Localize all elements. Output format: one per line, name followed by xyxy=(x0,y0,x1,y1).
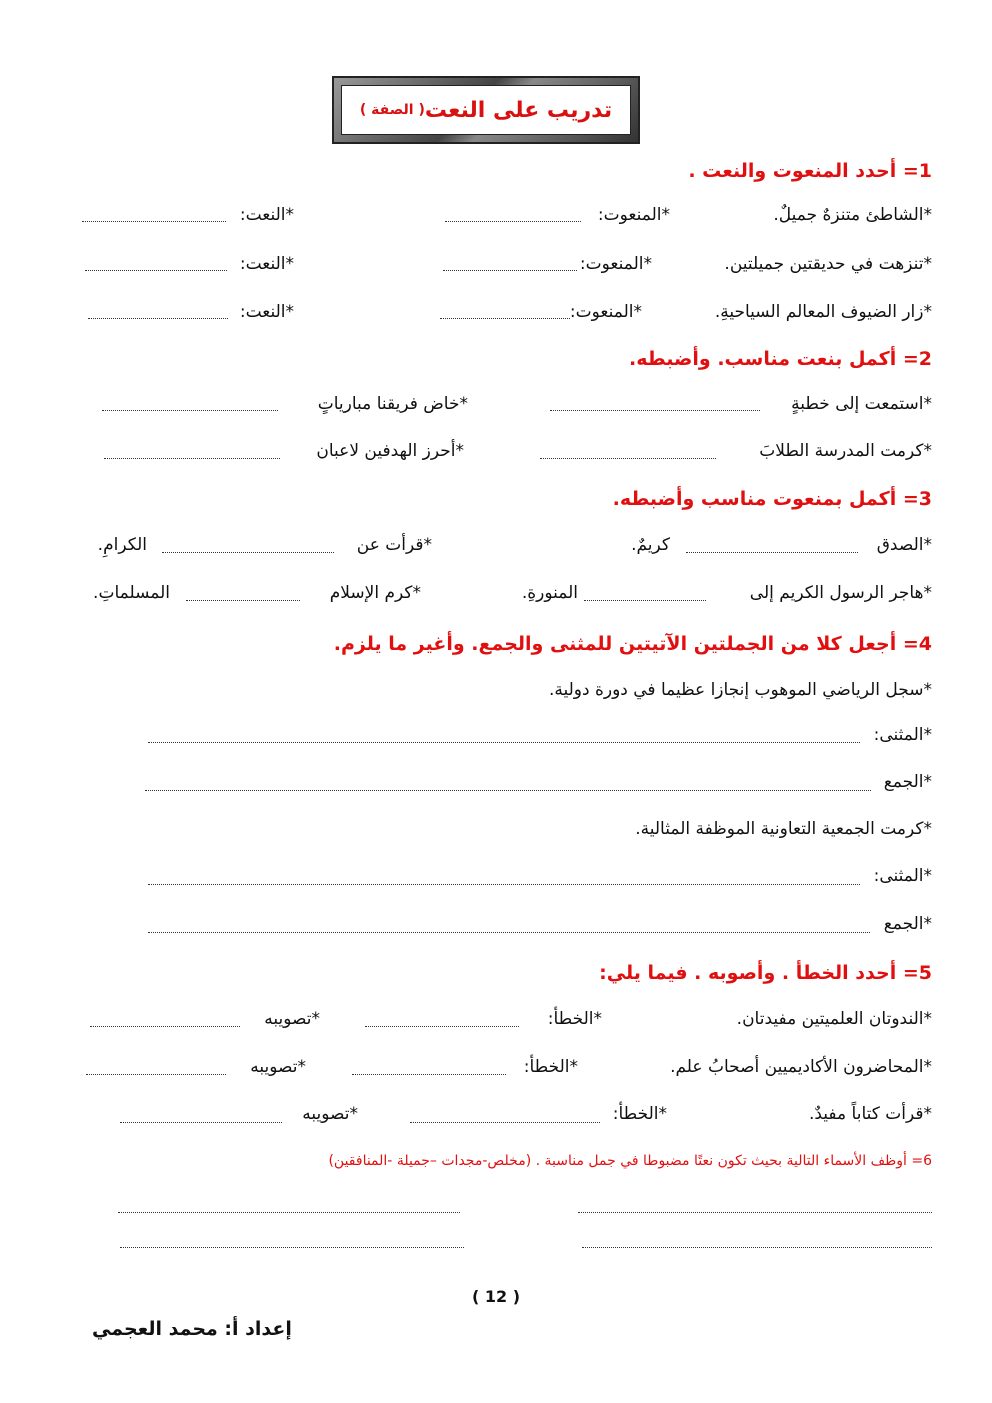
q3-blank-2[interactable] xyxy=(162,552,334,553)
q1-sentence-2: *تنزهت في حديقتين جميلتين. xyxy=(724,254,932,274)
q1-naat-blank-1[interactable] xyxy=(82,221,226,222)
q1-naat-blank-2[interactable] xyxy=(85,270,227,271)
q6-blank-4[interactable] xyxy=(120,1247,464,1248)
q3-item-3-post: المنورةِ. xyxy=(521,583,578,603)
q3-item-2-pre: *قرأت عن xyxy=(356,535,432,555)
q5-err-blank-2[interactable] xyxy=(352,1074,506,1075)
q1-manout-blank-1[interactable] xyxy=(445,221,581,222)
q3-item-3-pre: *هاجر الرسول الكريم إلى xyxy=(749,583,932,603)
q2-item-3: *كرمت المدرسة الطلابَ xyxy=(759,441,932,461)
q5-fix-blank-3[interactable] xyxy=(120,1122,282,1123)
q5-err-blank-1[interactable] xyxy=(365,1026,519,1027)
q2-item-4: *أحرز الهدفين لاعبان xyxy=(316,441,464,461)
q2-blank-4[interactable] xyxy=(104,458,280,459)
q5-fix-label-1: *تصويبه xyxy=(264,1009,320,1029)
author-credit: إعداد أ: محمد العجمي xyxy=(92,1318,292,1340)
q1-manout-label-2: *المنعوت: xyxy=(579,254,652,274)
q1-manout-blank-3[interactable] xyxy=(440,318,570,319)
q1-naat-blank-3[interactable] xyxy=(88,318,228,319)
q3-item-2-post: الكرامِ. xyxy=(97,535,147,555)
title-inner xyxy=(341,85,631,135)
q2-blank-3[interactable] xyxy=(540,458,716,459)
q1-sentence-3: *زار الضيوف المعالم السياحيةِ. xyxy=(714,302,932,322)
q1-heading: 1= أحدد المنعوت والنعت . xyxy=(688,160,932,182)
q2-blank-1[interactable] xyxy=(550,410,760,411)
q1-manout-blank-2[interactable] xyxy=(443,270,577,271)
q4-plural-label-2: *الجمع xyxy=(883,914,932,934)
q2-item-2: *خاض فريقنا مبارياتٍ xyxy=(317,394,468,414)
q3-blank-3[interactable] xyxy=(584,600,706,601)
q5-fix-blank-1[interactable] xyxy=(90,1026,240,1027)
q5-fix-label-3: *تصويبه xyxy=(302,1104,358,1124)
page-title: تدريب على النعت xyxy=(424,97,613,123)
title-frame xyxy=(332,76,640,144)
q3-item-4-post: المسلماتِ. xyxy=(93,583,170,603)
q6-blank-2[interactable] xyxy=(118,1212,460,1213)
q5-heading: 5= أحدد الخطأ . وأصوبه . فيما يلي: xyxy=(599,962,932,984)
q6-blank-3[interactable] xyxy=(582,1247,932,1248)
q5-err-label-3: *الخطأ: xyxy=(612,1104,667,1124)
q4-dual-label-2: *المثنى: xyxy=(873,866,932,886)
q1-naat-label-3: *النعت: xyxy=(239,302,294,322)
q5-fix-blank-2[interactable] xyxy=(86,1074,226,1075)
q5-err-blank-3[interactable] xyxy=(410,1122,600,1123)
q1-naat-label-1: *النعت: xyxy=(239,205,294,225)
q5-fix-label-2: *تصويبه xyxy=(250,1057,306,1077)
q3-blank-4[interactable] xyxy=(186,600,300,601)
q4-dual-label-1: *المثنى: xyxy=(873,725,932,745)
q1-naat-label-2: *النعت: xyxy=(239,254,294,274)
q4-dual-blank-1[interactable] xyxy=(148,742,860,743)
q1-manout-label-1: *المنعوت: xyxy=(597,205,670,225)
q5-err-label-2: *الخطأ: xyxy=(523,1057,578,1077)
q4-plural-blank-2[interactable] xyxy=(148,932,870,933)
q3-item-4-pre: *كرم الإسلام xyxy=(329,583,421,603)
q5-sentence-1: *الندوتان العلميتين مفيدتان. xyxy=(736,1009,932,1029)
q3-heading: 3= أكمل بمنعوت مناسب وأضبطه. xyxy=(612,488,932,510)
q4-sentence-1: *سجل الرياضي الموهوب إنجازا عظيما في دورة دولية. xyxy=(548,680,932,700)
q4-dual-blank-2[interactable] xyxy=(148,884,860,885)
q3-item-1-pre: *الصدق xyxy=(876,535,932,555)
page-number: ( 12 ) xyxy=(471,1287,521,1306)
q4-heading: 4= أجعل كلا من الجملتين الآتيتين للمثنى والجمع. وأغير ما يلزم. xyxy=(333,633,932,655)
q5-sentence-3: *قرأت كتاباً مفيدٌ. xyxy=(808,1104,932,1124)
q4-sentence-2: *كرمت الجمعية التعاونية الموظفة المثالية. xyxy=(635,819,932,839)
q3-item-1-post: كريمٌ. xyxy=(631,535,670,555)
q2-item-1: *استمعت إلى خطبةٍ xyxy=(791,394,932,414)
q4-plural-label-1: *الجمع xyxy=(883,772,932,792)
q6-heading: 6= أوظف الأسماء التالية بحيث تكون نعتًا مضبوطا في جمل مناسبة . (مخلص-مجدات –جميلة -المنافقين) xyxy=(328,1153,932,1169)
q1-sentence-1: *الشاطئ متنزهٌ جميلٌ. xyxy=(773,205,932,225)
page-title-paren: ( الصفة ) xyxy=(359,102,425,118)
q2-heading: 2= أكمل بنعت مناسب. وأضبطه. xyxy=(629,348,932,370)
q3-blank-1[interactable] xyxy=(686,552,858,553)
q5-err-label-1: *الخطأ: xyxy=(547,1009,602,1029)
q5-sentence-2: *المحاضرون الأكاديميين أصحابُ علم. xyxy=(670,1057,932,1077)
q1-manout-label-3: *المنعوت: xyxy=(569,302,642,322)
q6-blank-1[interactable] xyxy=(578,1212,932,1213)
q4-plural-blank-1[interactable] xyxy=(145,790,871,791)
q2-blank-2[interactable] xyxy=(102,410,278,411)
